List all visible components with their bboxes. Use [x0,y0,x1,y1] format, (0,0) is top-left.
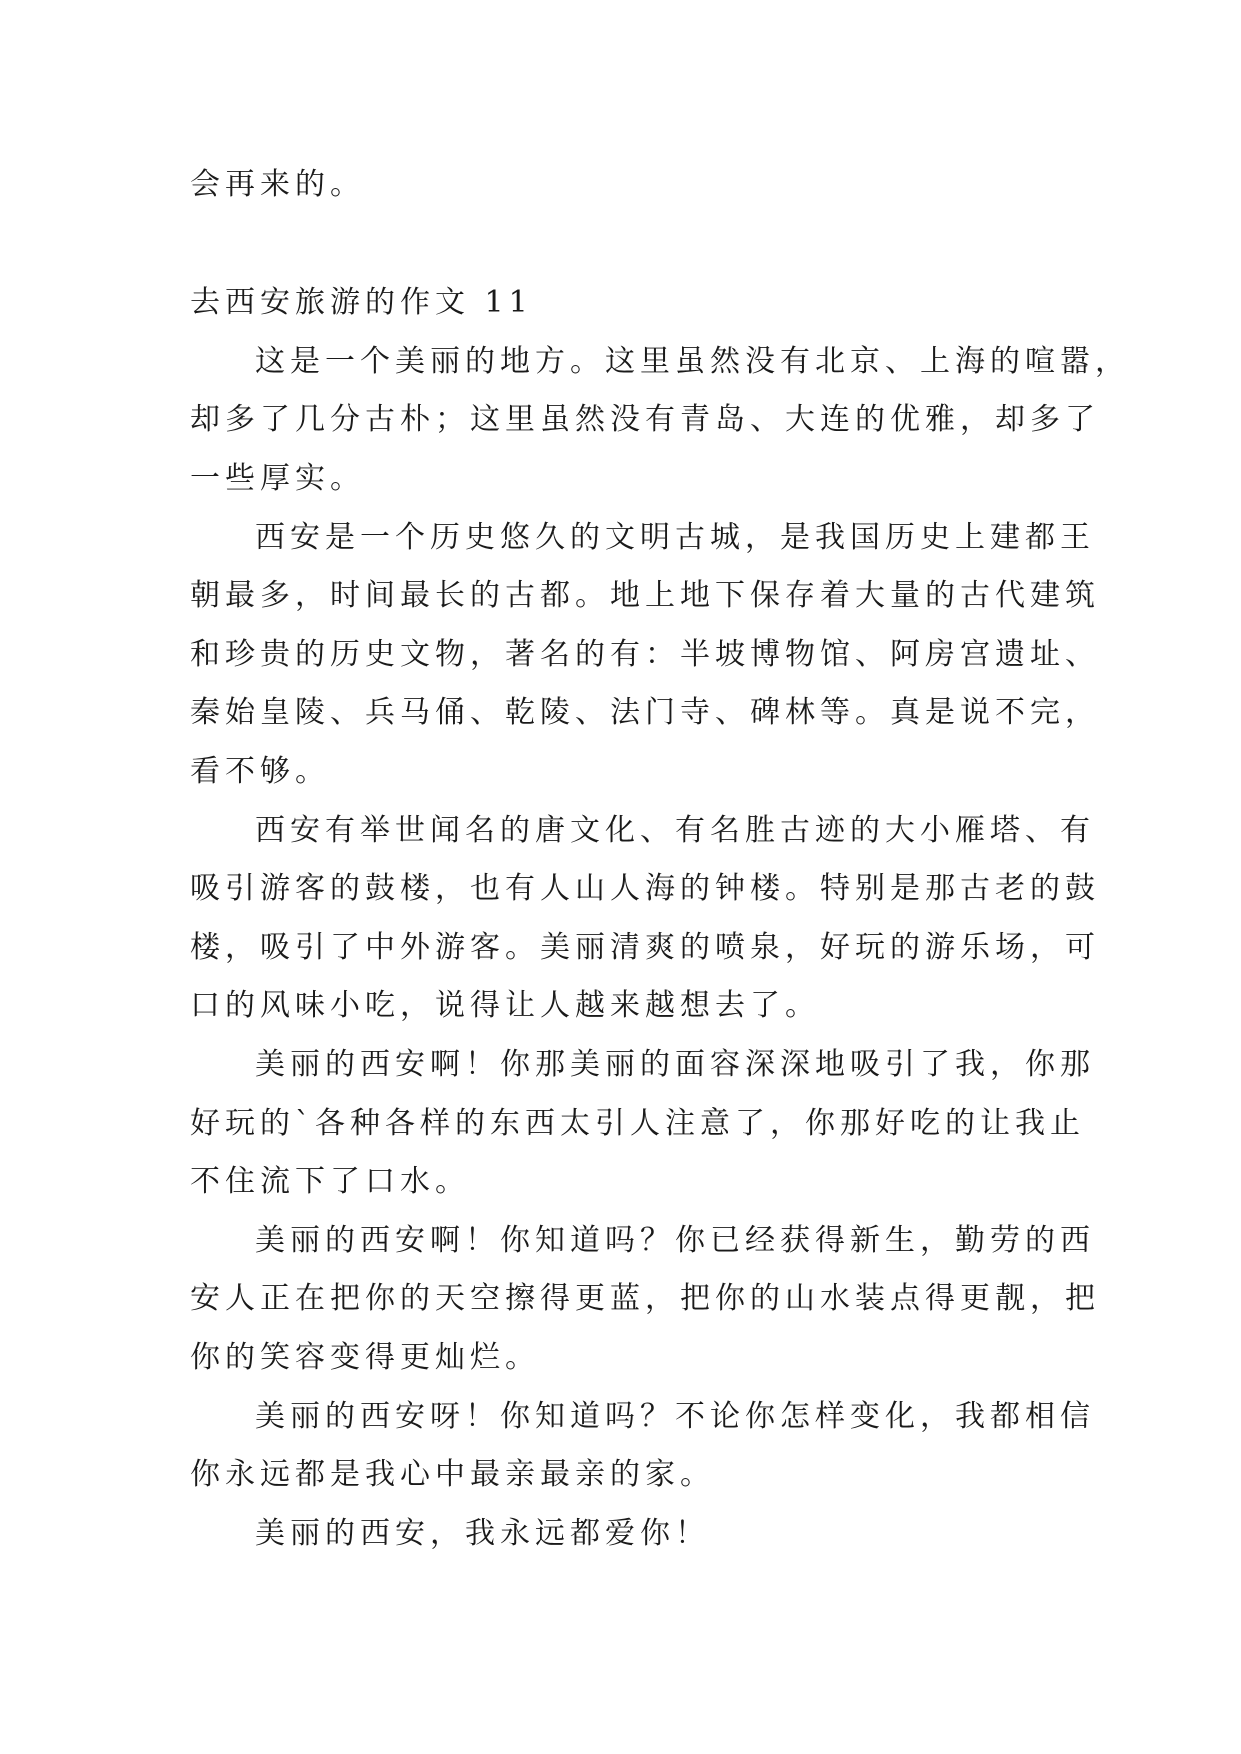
paragraph-6-line: 你永远都是我心中最亲最亲的家。 [190,1457,715,1492]
paragraph-1-line: 一些厚实。 [190,461,365,496]
paragraph-2-line: 西安是一个历史悠久的文明古城，是我国历史上建都王 [255,520,1095,555]
paragraph-3-line: 口的风味小吃，说得让人越来越想去了。 [190,988,820,1023]
paragraph-5-line: 安人正在把你的天空擦得更蓝，把你的山水装点得更靓，把 [190,1281,1100,1316]
paragraph-2-line: 看不够。 [190,754,330,789]
paragraph-4-line: 不住流下了口水。 [190,1164,470,1199]
paragraph-5-line: 美丽的西安啊！你知道吗？你已经获得新生，勤劳的西 [255,1223,1095,1258]
paragraph-4-line: 美丽的西安啊！你那美丽的面容深深地吸引了我，你那 [255,1047,1095,1082]
paragraph-2-line: 和珍贵的历史文物，著名的有：半坡博物馆、阿房宫遗址、 [190,637,1100,672]
paragraph-1-line: 这是一个美丽的地方。这里虽然没有北京、上海的喧嚣， [255,344,1130,379]
paragraph-1-line: 却多了几分古朴；这里虽然没有青岛、大连的优雅，却多了 [190,402,1100,437]
paragraph-3-line: 吸引游客的鼓楼，也有人山人海的钟楼。特别是那古老的鼓 [190,871,1100,906]
paragraph-3-line: 楼，吸引了中外游客。美丽清爽的喷泉，好玩的游乐场，可 [190,930,1100,965]
paragraph-3-line: 西安有举世闻名的唐文化、有名胜古迹的大小雁塔、有 [255,813,1095,848]
essay-title: 去西安旅游的作文 11 [190,285,533,320]
paragraph-2-line: 秦始皇陵、兵马俑、乾陵、法门寺、碑林等。真是说不完， [190,695,1100,730]
paragraph-7-line: 美丽的西安，我永远都爱你！ [255,1516,710,1551]
paragraph-6-line: 美丽的西安呀！你知道吗？不论你怎样变化，我都相信 [255,1399,1095,1434]
paragraph-5-line: 你的笑容变得更灿烂。 [190,1340,540,1375]
paragraph-4-line: 好玩的`各种各样的东西太引人注意了，你那好吃的让我止 [190,1106,1085,1141]
text-line: 会再来的。 [190,167,365,202]
paragraph-2-line: 朝最多，时间最长的古都。地上地下保存着大量的古代建筑 [190,578,1100,613]
